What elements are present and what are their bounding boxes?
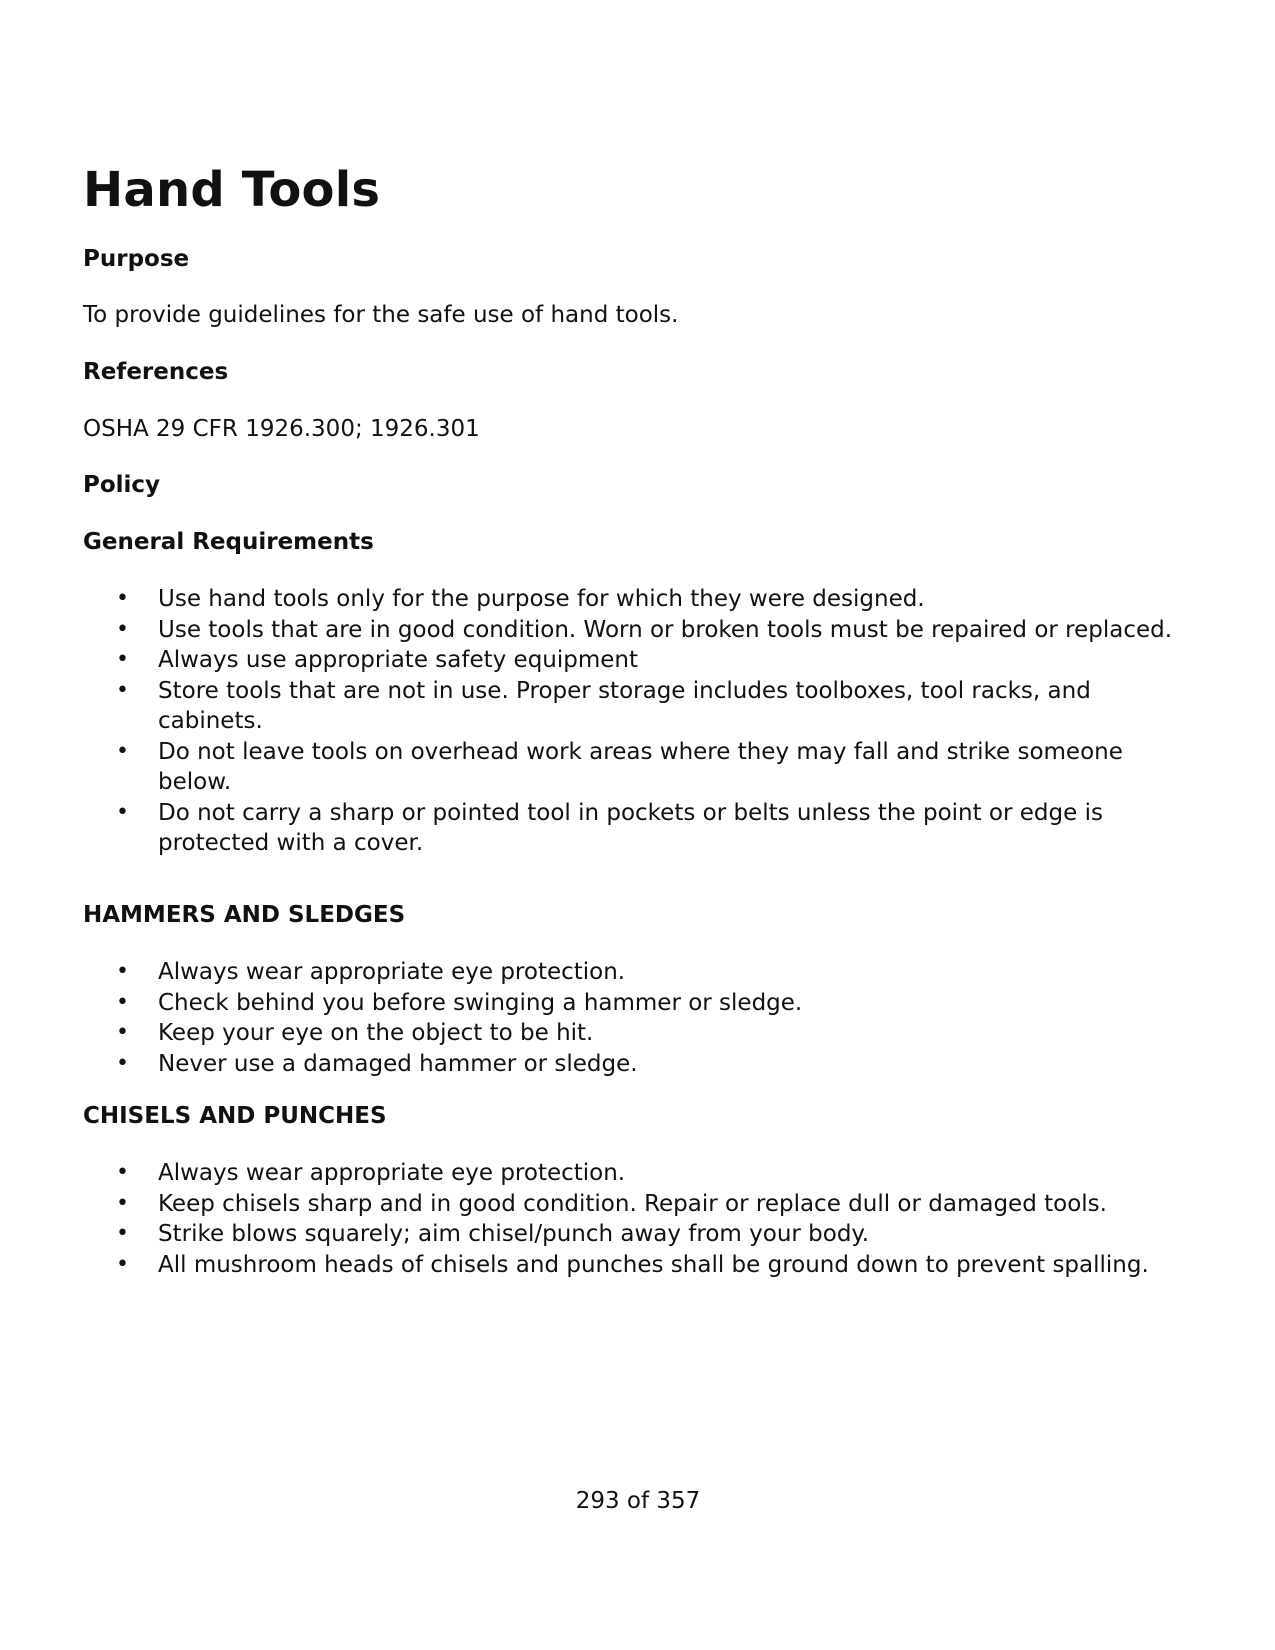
list-item: • Never use a damaged hammer or sledge. <box>83 1049 1193 1080</box>
list-item: • Keep chisels sharp and in good condition. Repair or replace dull or damaged tools. <box>83 1189 1193 1220</box>
references-text: OSHA 29 CFR 1926.300; 1926.301 <box>83 416 480 442</box>
references-heading: References <box>83 359 229 385</box>
page-title: Hand Tools <box>83 162 381 218</box>
list-item: • Do not leave tools on overhead work areas where they may fall and strike someone below. <box>83 737 1193 798</box>
general-requirements-heading: General Requirements <box>83 529 374 555</box>
list-item: • All mushroom heads of chisels and punches shall be ground down to prevent spalling. <box>83 1250 1193 1281</box>
list-item: • Always use appropriate safety equipment <box>83 645 1193 676</box>
hammers-heading: HAMMERS AND SLEDGES <box>83 902 406 928</box>
purpose-heading: Purpose <box>83 246 190 272</box>
list-item: • Keep your eye on the object to be hit. <box>83 1018 1193 1049</box>
list-item: • Do not carry a sharp or pointed tool in pockets or belts unless the point or edge is protected with a cover. <box>83 798 1193 859</box>
list-item: • Always wear appropriate eye protection. <box>83 1158 1193 1189</box>
hammers-list <box>83 957 1193 1079</box>
chisels-list <box>83 1158 1193 1280</box>
list-item: • Use tools that are in good condition. Worn or broken tools must be repaired or replaced. <box>83 615 1193 646</box>
policy-heading: Policy <box>83 472 161 498</box>
chisels-heading: CHISELS AND PUNCHES <box>83 1103 387 1129</box>
page-number: 293 of 357 <box>575 1488 701 1514</box>
list-item: • Use hand tools only for the purpose for which they were designed. <box>83 584 1193 615</box>
purpose-text: To provide guidelines for the safe use of hand tools. <box>83 302 679 328</box>
document-page <box>83 0 1193 1650</box>
general-requirements-list <box>83 584 1193 859</box>
list-item: • Check behind you before swinging a hammer or sledge. <box>83 988 1193 1019</box>
list-item: • Always wear appropriate eye protection. <box>83 957 1193 988</box>
list-item: • Strike blows squarely; aim chisel/punch away from your body. <box>83 1219 1193 1250</box>
list-item: • Store tools that are not in use. Proper storage includes toolboxes, tool racks, and cabinets. <box>83 676 1193 737</box>
